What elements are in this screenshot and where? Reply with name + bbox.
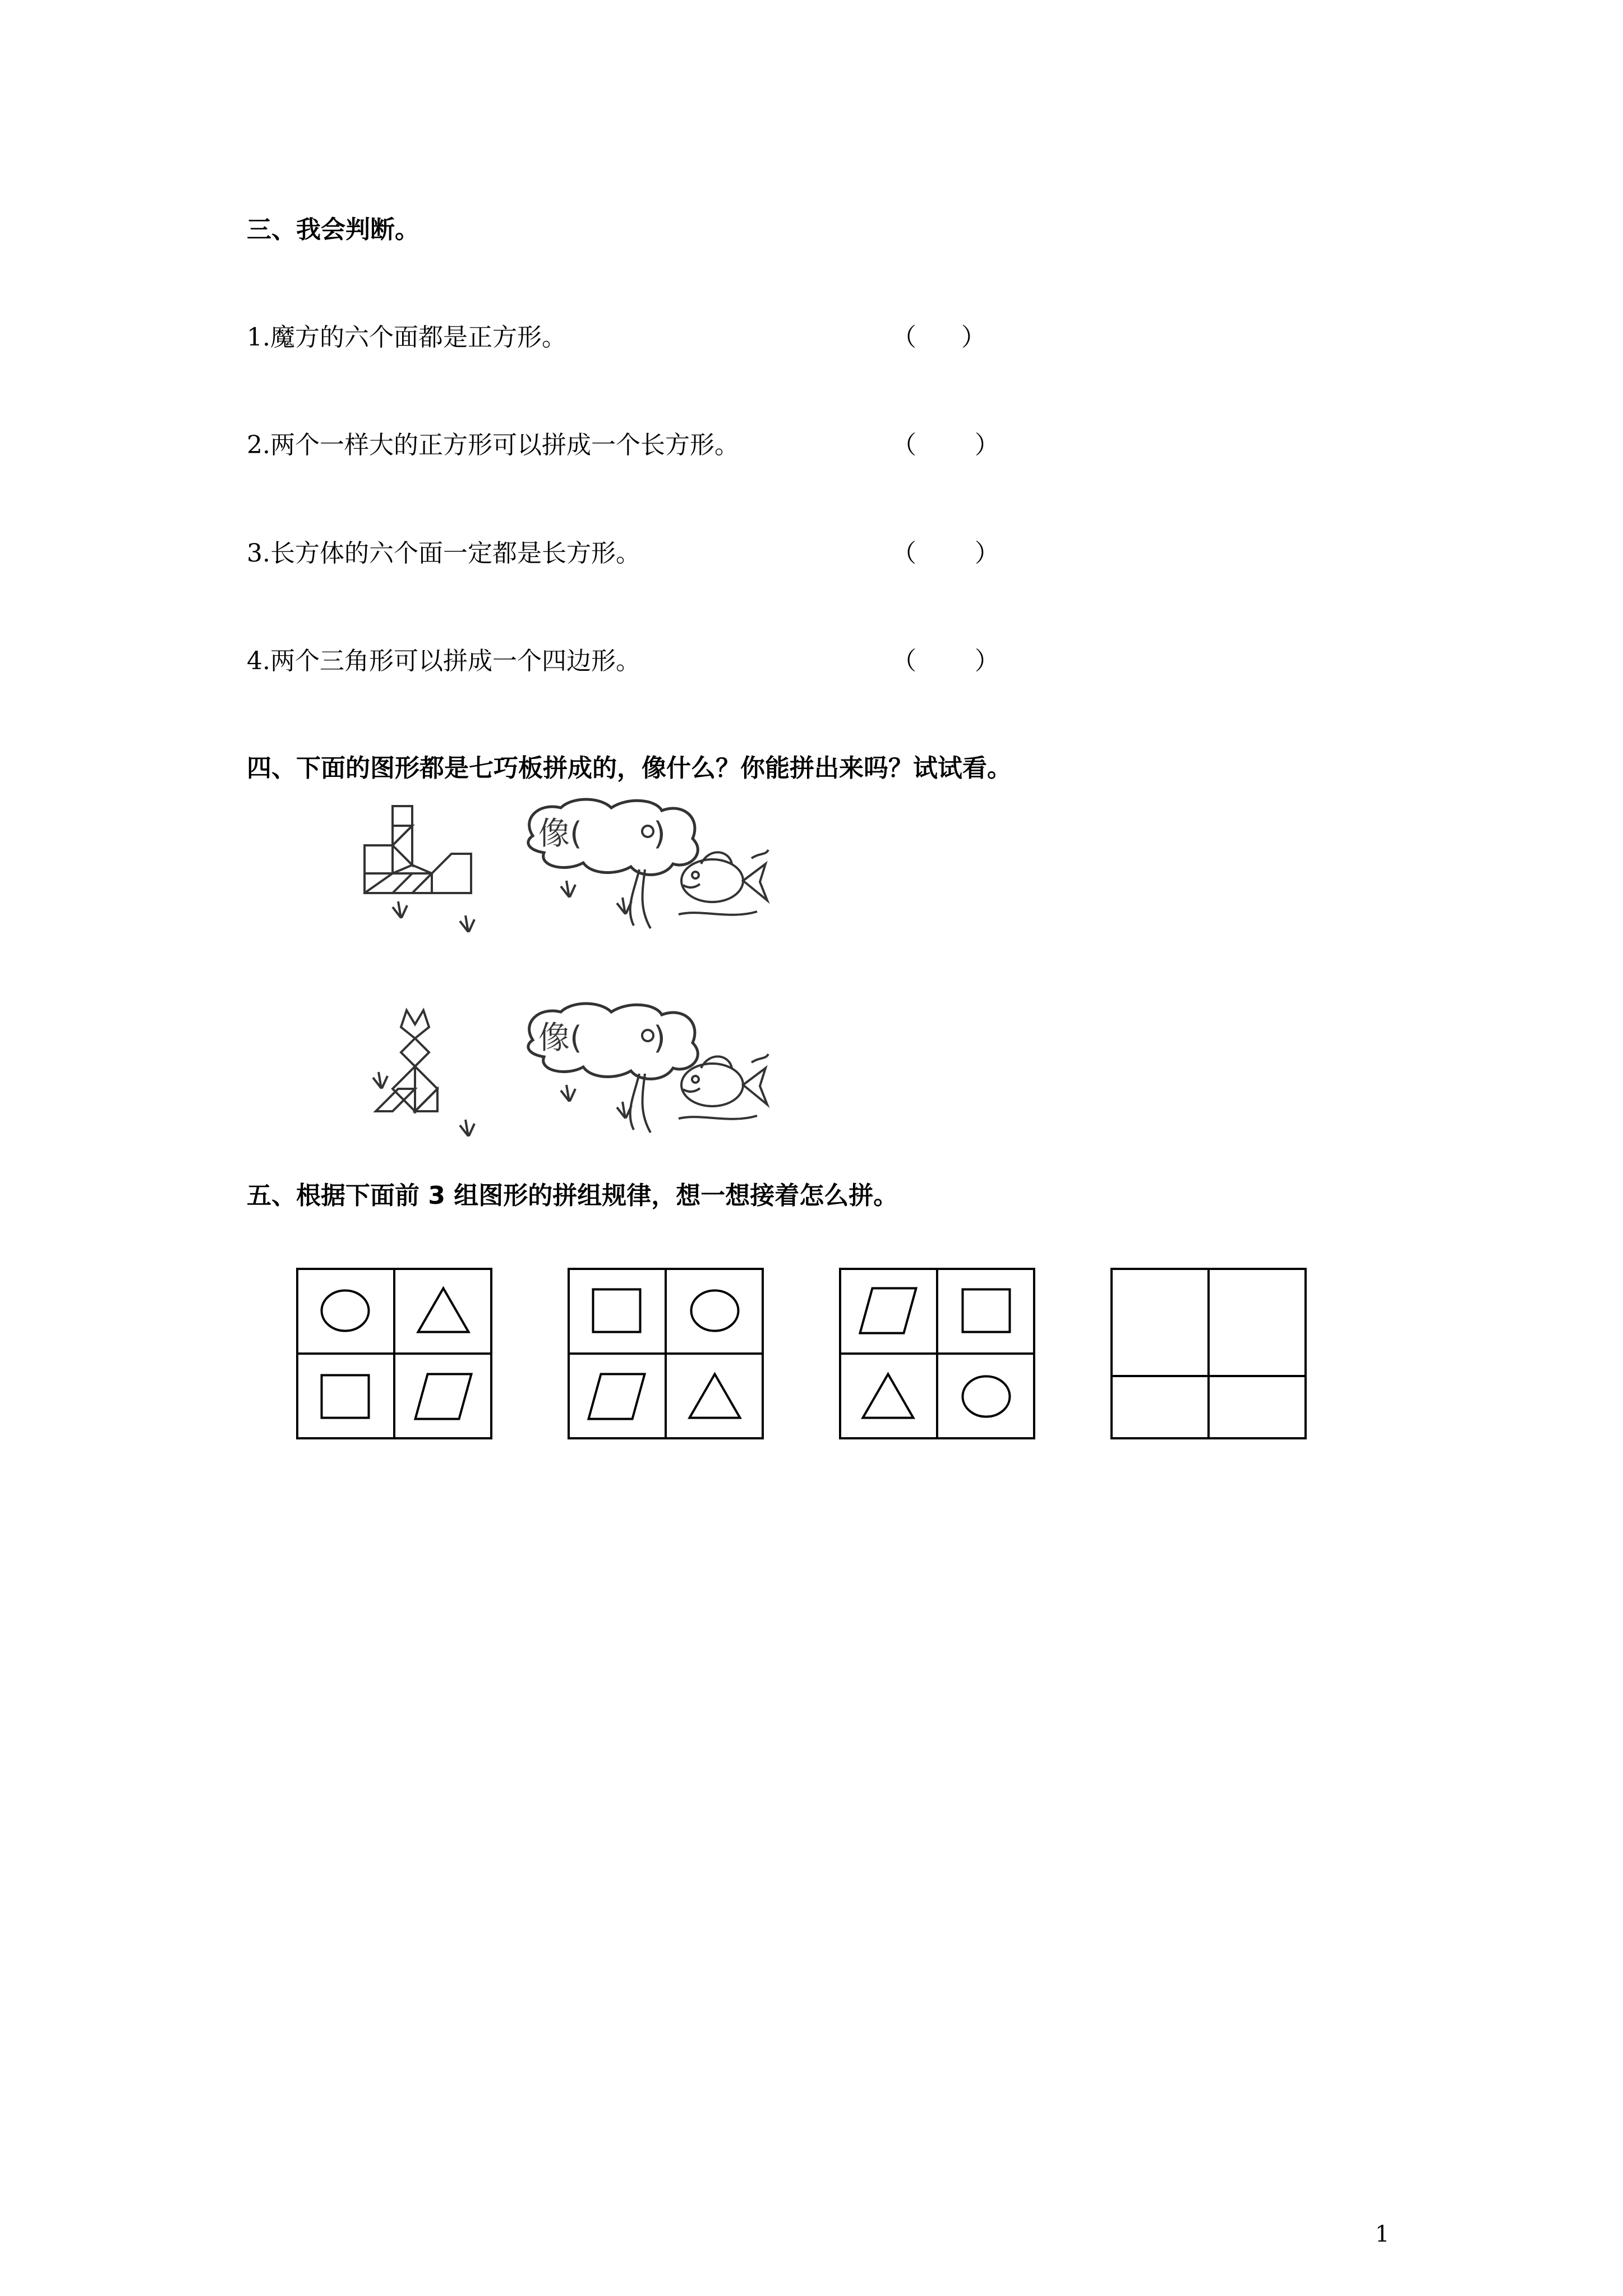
pattern-grid-1	[296, 1268, 492, 1439]
parallelogram-icon	[589, 1374, 645, 1419]
judge-item-1: 1.魔方的六个面都是正方形。	[247, 323, 566, 352]
paren-close: ）	[975, 431, 999, 459]
paren-close: ）	[975, 539, 999, 568]
judge-answer-3[interactable]	[892, 541, 999, 566]
bubble-text-1: 像(	[538, 816, 582, 852]
bubble-text-2: 像(	[538, 1020, 582, 1056]
paren-open: （	[892, 647, 916, 675]
triangle-icon	[690, 1374, 740, 1418]
judge-item-4: 4.两个三角形可以拼成一个四边形。	[247, 647, 640, 675]
square-icon	[963, 1290, 1010, 1332]
section5-title: 五、根据下面前 3 组图形的拼组规律，想一想接着怎么拼。	[247, 1181, 898, 1210]
circle-icon	[322, 1291, 369, 1331]
square-icon	[593, 1290, 640, 1332]
pattern-grid-3	[839, 1268, 1035, 1439]
parallelogram-icon	[416, 1374, 472, 1419]
pattern-grid-2	[568, 1268, 764, 1439]
judge-item-2: 2.两个一样大的正方形可以拼成一个长方形。	[247, 431, 739, 459]
circle-icon	[691, 1291, 739, 1331]
fish-icon-1	[667, 841, 774, 926]
page-number: 1	[1375, 2221, 1390, 2247]
paren-close: ）	[961, 323, 986, 352]
square-icon	[322, 1375, 369, 1418]
judge-item-3: 3.长方体的六个面一定都是长方形。	[247, 539, 640, 568]
section3-title: 三、我会判断。	[247, 215, 419, 244]
triangle-icon	[418, 1289, 469, 1332]
fish-icon-2	[667, 1046, 774, 1130]
bubble-close-2: )	[653, 1020, 666, 1056]
circle-icon	[963, 1377, 1010, 1417]
bubble-close-1: )	[653, 816, 666, 852]
paren-open: （	[892, 431, 916, 459]
section4-title: 四、下面的图形都是七巧板拼成的，像什么？你能拼出来吗？试试看。	[247, 754, 1012, 783]
paren-open: （	[892, 323, 916, 352]
judge-answer-1[interactable]	[892, 325, 986, 350]
paren-close: ）	[975, 647, 999, 675]
judge-answer-2[interactable]	[892, 433, 999, 458]
triangle-icon	[863, 1374, 914, 1418]
judge-answer-4[interactable]	[892, 649, 999, 674]
answer-grid[interactable]	[1110, 1268, 1307, 1439]
paren-open: （	[892, 539, 916, 568]
parallelogram-icon	[860, 1289, 916, 1333]
swan-tangram-figure	[359, 803, 494, 938]
cat-tangram-figure	[359, 1007, 494, 1142]
